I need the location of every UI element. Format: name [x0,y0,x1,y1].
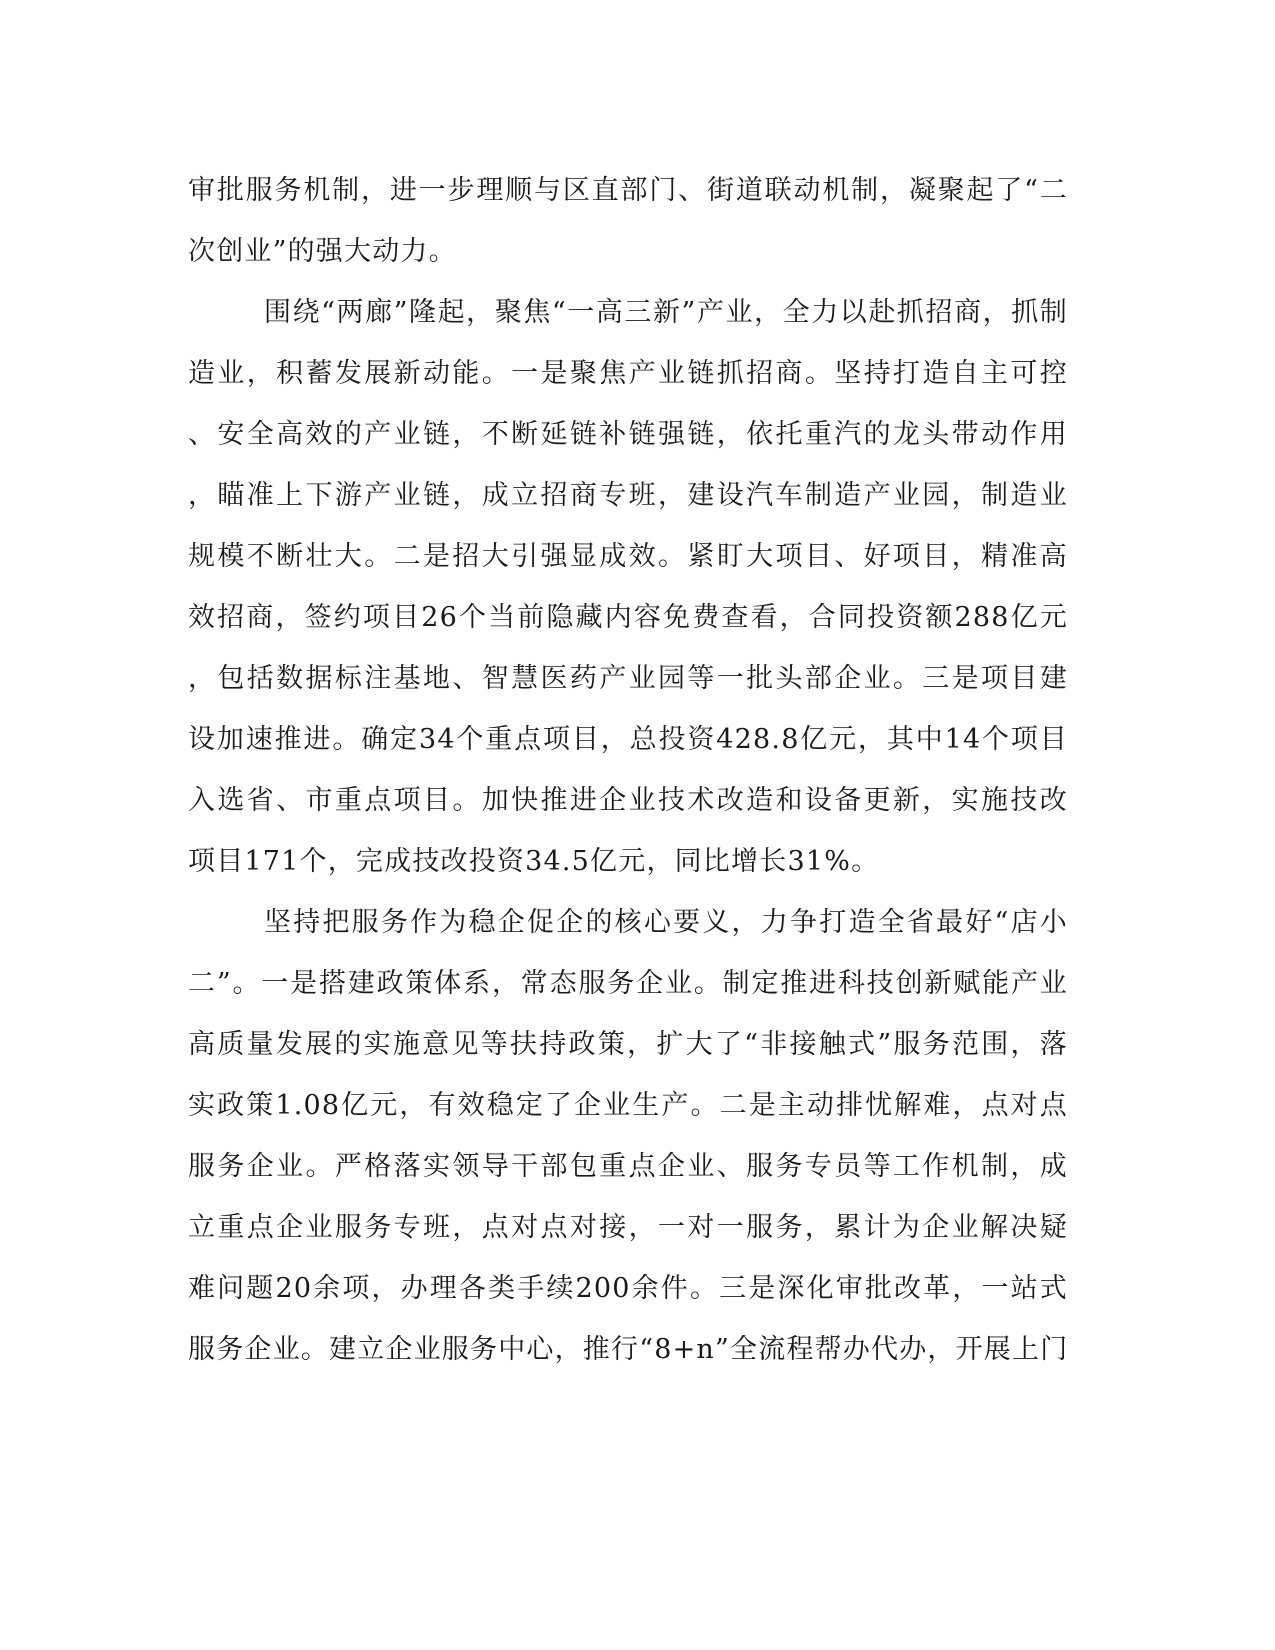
paragraph [188,282,1068,892]
text-line: 规模不断壮大。二是招大引强显成效。紧盯大项目、好项目，精准高 [188,541,1068,572]
text-line: 次创业”的强大动力。 [188,236,457,267]
text-line: ，包括数据标注基地、智慧医药产业园等一批头部企业。三是项目建 [188,663,1068,694]
text-line: 效招商，签约项目26个当前隐藏内容免费查看，合同投资额288亿元 [188,602,1068,633]
text-line: 服务企业。建立企业服务中心，推行“8+n”全流程帮办代办，开展上门 [188,1334,1068,1365]
text-line: 二”。一是搭建政策体系，常态服务企业。制定推进科技创新赋能产业 [188,968,1068,999]
text-line: 、安全高效的产业链，不断延链补链强链，依托重汽的龙头带动作用 [188,419,1068,450]
paragraph [188,892,1068,1380]
text-line: 围绕“两廊”隆起，聚焦“一高三新”产业，全力以赴抓招商，抓制 [264,297,1068,328]
text-line: 设加速推进。确定34个重点项目，总投资428.8亿元，其中14个项目 [188,724,1068,755]
paragraph [188,160,1068,282]
text-line: 造业，积蓄发展新动能。一是聚焦产业链抓招商。坚持打造自主可控 [188,358,1068,389]
text-line: 坚持把服务作为稳企促企的核心要义，力争打造全省最好“店小 [264,907,1068,938]
document-body [188,160,1068,1380]
text-line: 难问题20余项，办理各类手续200余件。三是深化审批改革，一站式 [188,1273,1068,1304]
text-line: 服务企业。严格落实领导干部包重点企业、服务专员等工作机制，成 [188,1151,1068,1182]
text-line: 入选省、市重点项目。加快推进企业技术改造和设备更新，实施技改 [188,785,1068,816]
text-line: 立重点企业服务专班，点对点对接，一对一服务，累计为企业解决疑 [188,1212,1068,1243]
text-line: 高质量发展的实施意见等扶持政策，扩大了“非接触式”服务范围，落 [188,1029,1068,1060]
text-line: 实政策1.08亿元，有效稳定了企业生产。二是主动排忧解难，点对点 [188,1090,1068,1121]
text-line: 项目171个，完成技改投资34.5亿元，同比增长31%。 [188,846,880,877]
text-line: 审批服务机制，进一步理顺与区直部门、街道联动机制，凝聚起了“二 [188,175,1068,206]
text-line: ，瞄准上下游产业链，成立招商专班，建设汽车制造产业园，制造业 [188,480,1068,511]
